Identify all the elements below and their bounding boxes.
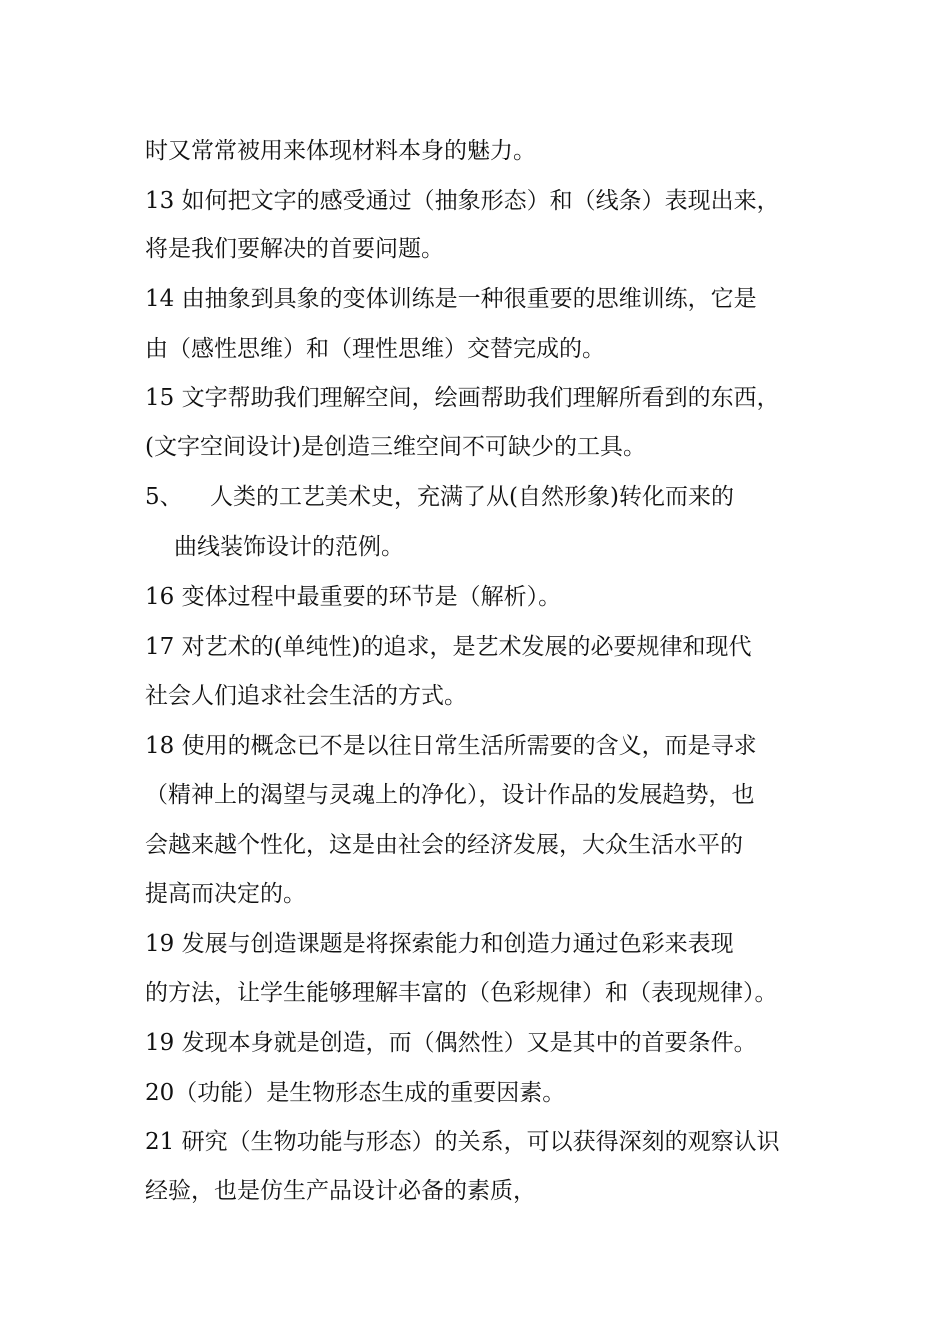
list-item (145, 482, 825, 512)
text-line: 21 研究（生物功能与形态）的关系，可以获得深刻的观察认识 (145, 1129, 780, 1155)
text-line: (文字空间设计)是创造三维空间不可缺少的工具。 (145, 434, 646, 460)
text-line: 18 使用的概念已不是以往日常生活所需要的含义，而是寻求 (145, 733, 757, 759)
text-line: 14 由抽象到具象的变体训练是一种很重要的思维训练，它是 (145, 286, 757, 312)
list-number: 5、 (145, 484, 183, 510)
text-line: 曲线装饰设计的范例。 (174, 534, 404, 560)
text-line: 17 对艺术的(单纯性)的追求，是艺术发展的必要规律和现代 (145, 634, 752, 660)
text-line: 社会人们追求社会生活的方式。 (145, 683, 467, 709)
text-line: 19 发展与创造课题是将探索能力和创造力通过色彩来表现 (145, 931, 734, 957)
text-line: 的方法，让学生能够理解丰富的（色彩规律）和（表现规律）。 (145, 980, 778, 1006)
text-line: 时又常常被用来体现材料本身的魅力。 (145, 138, 536, 164)
text-line: 由（感性思维）和（理性思维）交替完成的。 (145, 336, 605, 362)
text-line: 15 文字帮助我们理解空间，绘画帮助我们理解所看到的东西， (145, 385, 780, 411)
text-line: 将是我们要解决的首要问题。 (145, 236, 444, 262)
text-line: 13 如何把文字的感受通过（抽象形态）和（线条）表现出来， (145, 188, 780, 214)
text-line: 人类的工艺美术史，充满了从(自然形象)转化而来的 (210, 484, 734, 510)
text-line: 会越来越个性化，这是由社会的经济发展，大众生活水平的 (145, 832, 743, 858)
text-line: 20（功能）是生物形态生成的重要因素。 (145, 1080, 566, 1106)
text-line: （精神上的渴望与灵魂上的净化），设计作品的发展趋势，也 (145, 782, 755, 808)
text-line: 提高而决定的。 (145, 881, 306, 907)
text-line: 经验，也是仿生产品设计必备的素质， (145, 1178, 536, 1204)
text-line: 19 发现本身就是创造，而（偶然性）又是其中的首要条件。 (145, 1030, 757, 1056)
text-line: 16 变体过程中最重要的环节是（解析）。 (145, 584, 562, 610)
